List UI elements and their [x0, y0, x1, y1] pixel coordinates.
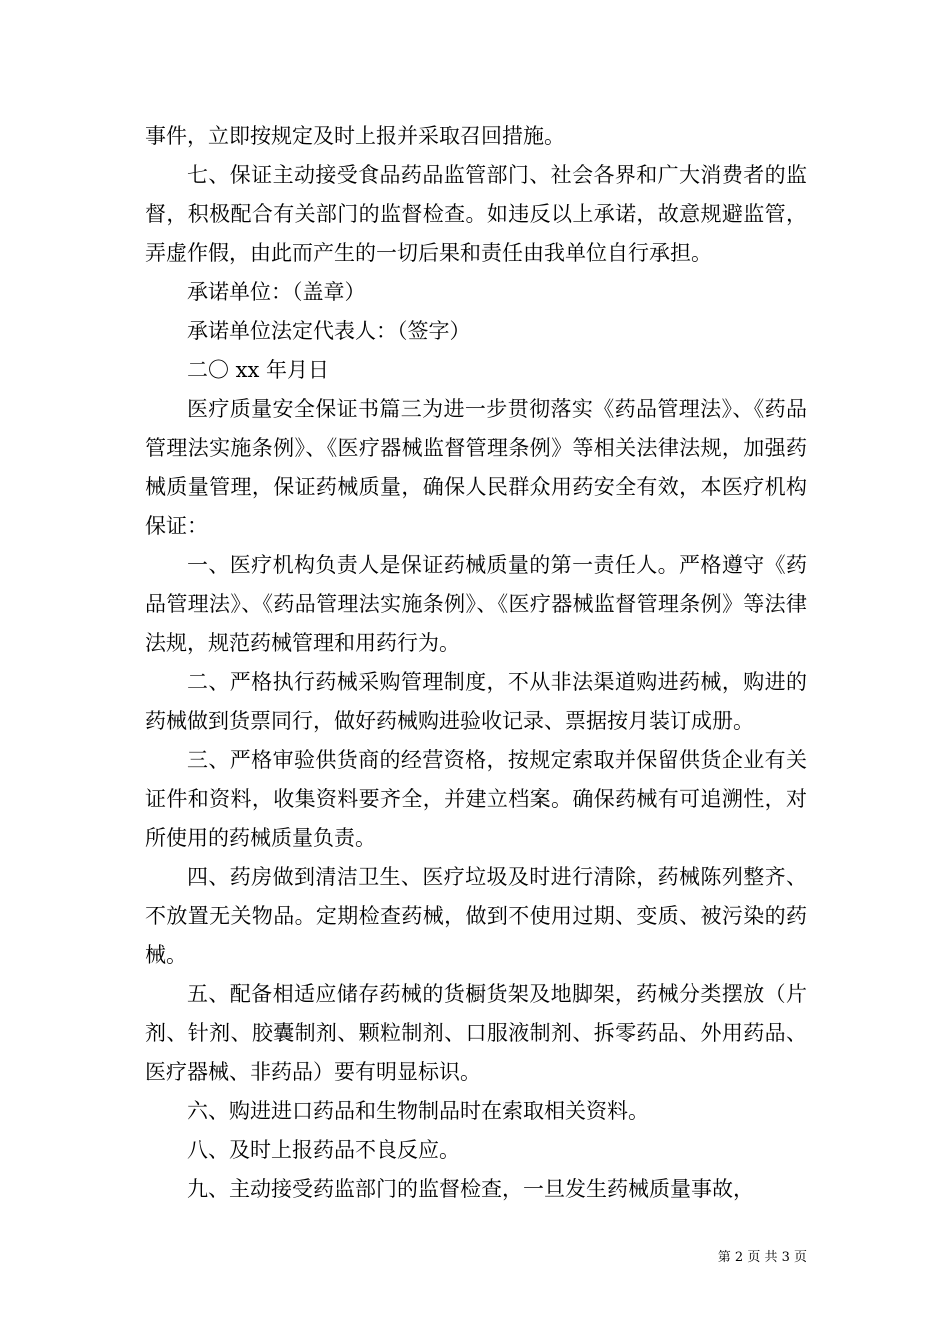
paragraph-continuation: 事件，立即按规定及时上报并采取召回措施。 — [145, 124, 565, 148]
paragraph-item-eight: 八、及时上报药品不良反应。 — [187, 1138, 460, 1162]
paragraph-item-one: 一、医疗机构负责人是保证药械质量的第一责任人。严格遵守《药品管理法》、《药品管理法实施条例》、《医疗器械监督管理条例》等法律法规，规范药械管理和用药行为。 — [145, 553, 807, 655]
paragraph-item-two: 二、严格执行药械采购管理制度，不从非法渠道购进药械，购进的药械做到货票同行，做好药械购进验收记录、票据按月装订成册。 — [145, 670, 807, 733]
paragraph-item-seven: 七、保证主动接受食品药品监管部门、社会各界和广大消费者的监督，积极配合有关部门的监督检查。如违反以上承诺，故意规避监管，弄虚作假，由此而产生的一切后果和责任由我单位自行承担。 — [145, 163, 807, 265]
document-body — [145, 117, 807, 1209]
paragraph-item-five: 五、配备相适应储存药械的货橱货架及地脚架，药械分类摆放（片剂、针剂、胶囊制剂、颗粒制剂、口服液制剂、拆零药品、外用药品、医疗器械、非药品）要有明显标识。 — [145, 982, 807, 1084]
date-line: 二〇 xx 年月日 — [187, 358, 330, 382]
paragraph-item-nine: 九、主动接受药监部门的监督检查，一旦发生药械质量事故， — [187, 1177, 754, 1201]
signature-representative-line: 承诺单位法定代表人：（签字） — [187, 319, 471, 343]
paragraph-item-three: 三、严格审验供货商的经营资格，按规定索取并保留供货企业有关证件和资料，收集资料要齐全，并建立档案。确保药械有可追溯性，对所使用的药械质量负责。 — [145, 748, 807, 850]
paragraph-item-six: 六、购进进口药品和生物制品时在索取相关资料。 — [187, 1099, 649, 1123]
paragraph-item-four: 四、药房做到清洁卫生、医疗垃圾及时进行清除，药械陈列整齐、不放置无关物品。定期检查药械，做到不使用过期、变质、被污染的药械。 — [145, 865, 807, 967]
paragraph-intro-part-three: 医疗质量安全保证书篇三为进一步贯彻落实《药品管理法》、《药品管理法实施条例》、《医疗器械监督管理条例》等相关法律法规，加强药械质量管理，保证药械质量，确保人民群众用药安全有效，本医疗机构保证： — [145, 397, 807, 538]
page-number-footer: 第 2 页 共 3 页 — [717, 1250, 807, 1265]
signature-unit-line: 承诺单位：（盖章） — [187, 280, 366, 304]
